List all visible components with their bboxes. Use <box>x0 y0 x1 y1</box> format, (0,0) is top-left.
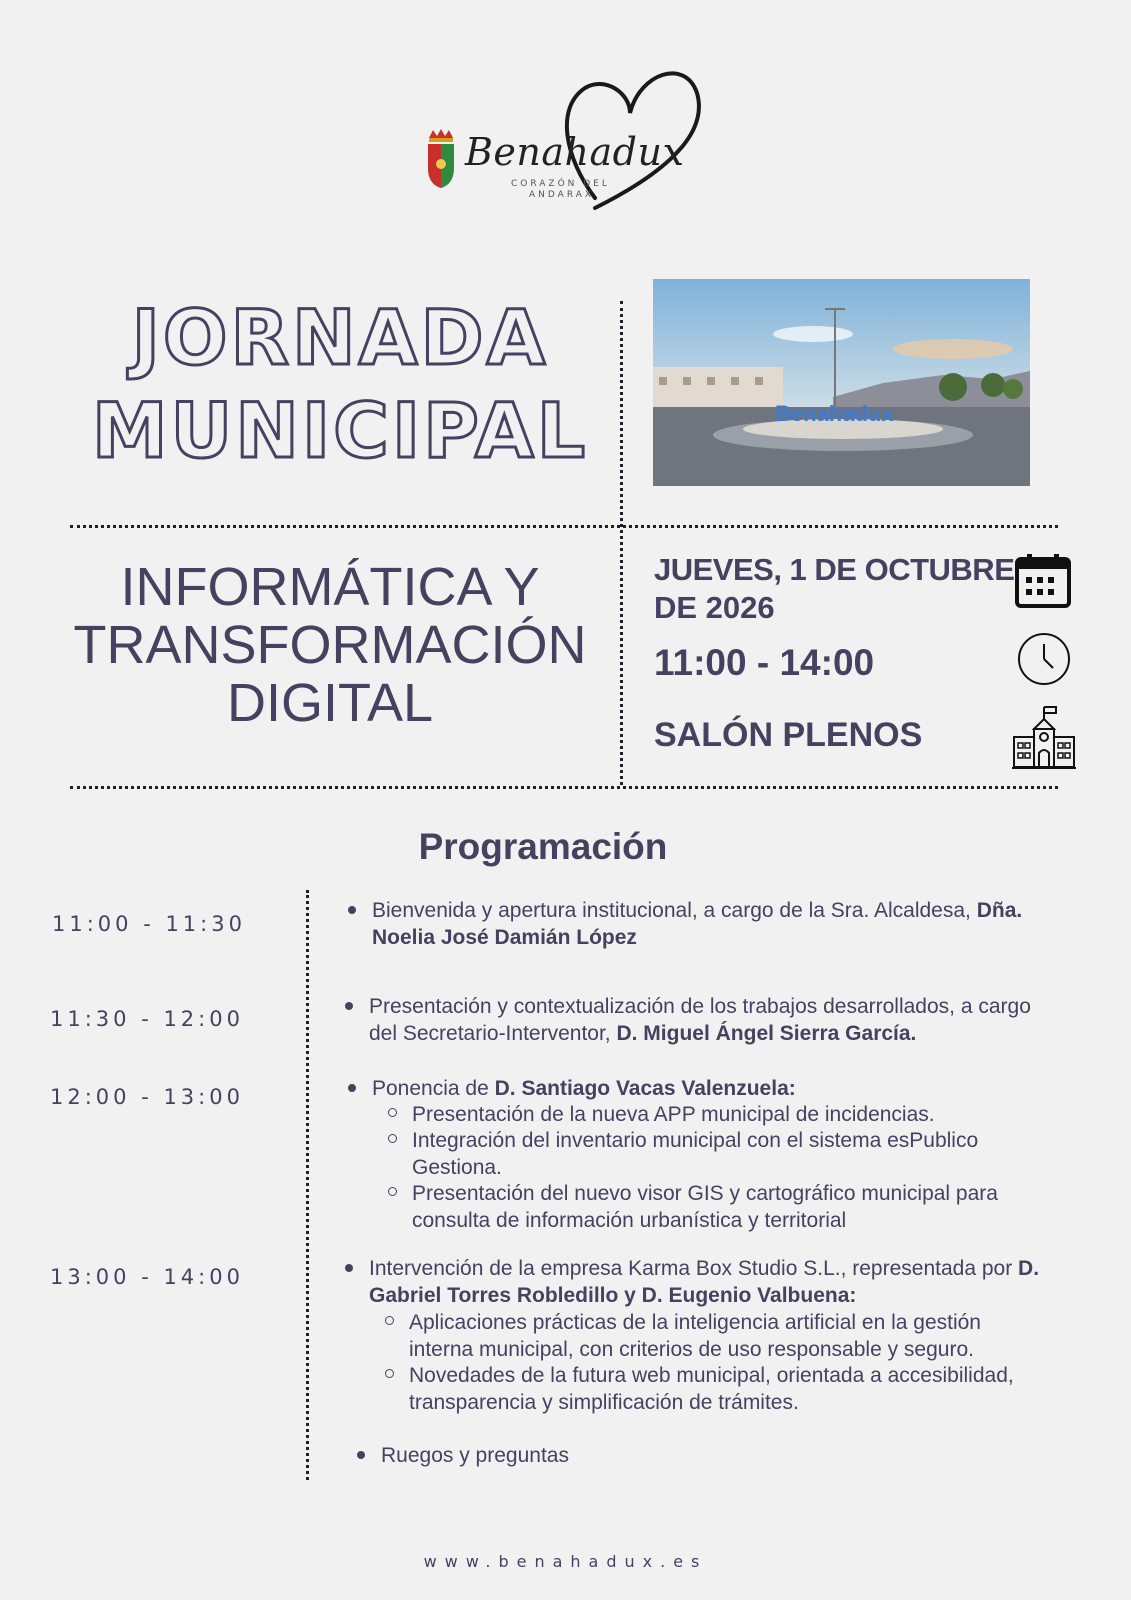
program-title: Programación <box>418 826 668 867</box>
slot-2-time: 11:30 - 12:00 <box>50 1007 244 1031</box>
subtitle-line3: DIGITAL <box>226 673 434 733</box>
slot-2-description: Presentación y contextualización de los trabajos desarrollados, a cargo del Secretario-Interventor, D. Miguel Ángel Sierra García. <box>369 995 1031 1045</box>
program-vertical-divider <box>306 890 309 1480</box>
slot-4-sub-1-bullet <box>385 1316 394 1325</box>
slot-3-sub-1-bullet <box>388 1108 397 1117</box>
slot-1-time: 11:00 - 11:30 <box>52 912 246 936</box>
photo-sign-text: Benahadux <box>775 401 894 426</box>
event-date-line1: JUEVES, 1 DE OCTUBRE <box>654 552 1015 587</box>
logo-wordmark: Benahadux <box>465 130 685 174</box>
event-place: SALÓN PLENOS <box>654 716 923 754</box>
title-line2: MUNICIPAL <box>91 386 589 475</box>
slot-1-description: Bienvenida y apertura institucional, a cargo de la Sra. Alcaldesa, Dña. Noelia José Damián López <box>372 899 1023 949</box>
slot-4-bullet <box>345 1264 353 1272</box>
benahadux-logo <box>425 58 715 218</box>
horizontal-divider-top <box>70 525 1058 528</box>
closing-item: Ruegos y preguntas <box>381 1444 569 1467</box>
subtitle-line1: INFORMÁTICA Y <box>120 557 540 617</box>
event-time: 11:00 - 14:00 <box>654 642 875 683</box>
closing-bullet <box>357 1451 365 1459</box>
slot-4-sub-2-bullet <box>385 1369 394 1378</box>
town-hall-icon <box>1012 705 1076 769</box>
slot-3-description: Ponencia de D. Santiago Vacas Valenzuela: <box>372 1077 796 1100</box>
slot-3-sub-2-bullet <box>388 1134 397 1143</box>
slot-3-sub-1: Presentación de la nueva APP municipal de incidencias. <box>412 1103 935 1126</box>
slot-4-sub-1: Aplicaciones prácticas de la inteligencia artificial en la gestión interna municipal, con criterios de uso responsable y seguro. <box>409 1311 981 1361</box>
slot-4-time: 13:00 - 14:00 <box>50 1265 244 1289</box>
clock-icon <box>1017 632 1071 686</box>
logo-tagline-line1: CORAZÓN DEL <box>511 179 610 189</box>
logo-tagline-line2: ANDARAX <box>529 190 595 200</box>
title-line1: JORNADA <box>131 293 549 382</box>
website-link[interactable]: www.benahadux.es <box>423 1552 708 1571</box>
slot-3-time: 12:00 - 13:00 <box>50 1085 244 1109</box>
vertical-divider <box>620 301 623 785</box>
roundabout-photo <box>653 279 1030 486</box>
slot-4-description: Intervención de la empresa Karma Box Studio S.L., representada por D. Gabriel Torres Robledillo y D. Eugenio Valbuena: <box>369 1257 1040 1307</box>
slot-3-bullet <box>348 1084 356 1092</box>
subtitle-line2: TRANSFORMACIÓN <box>73 615 587 675</box>
slot-3-sub-3: Presentación del nuevo visor GIS y cartográfico municipal para consulta de información urbanística y territorial <box>412 1182 998 1232</box>
slot-3-sub-2: Integración del inventario municipal con el sistema esPublico Gestiona. <box>412 1129 979 1179</box>
event-subtitle <box>40 558 620 732</box>
slot-4-sub-2: Novedades de la futura web municipal, orientada a accesibilidad, transparencia y simplificación de trámites. <box>409 1364 1014 1414</box>
slot-2-bullet <box>345 1002 353 1010</box>
coat-of-arms-icon <box>425 128 457 190</box>
event-date-line2: DE 2026 <box>654 590 775 625</box>
horizontal-divider-bottom <box>70 786 1058 789</box>
slot-3-sub-3-bullet <box>388 1187 397 1196</box>
slot-1-bullet <box>348 906 356 914</box>
calendar-icon <box>1014 553 1072 609</box>
